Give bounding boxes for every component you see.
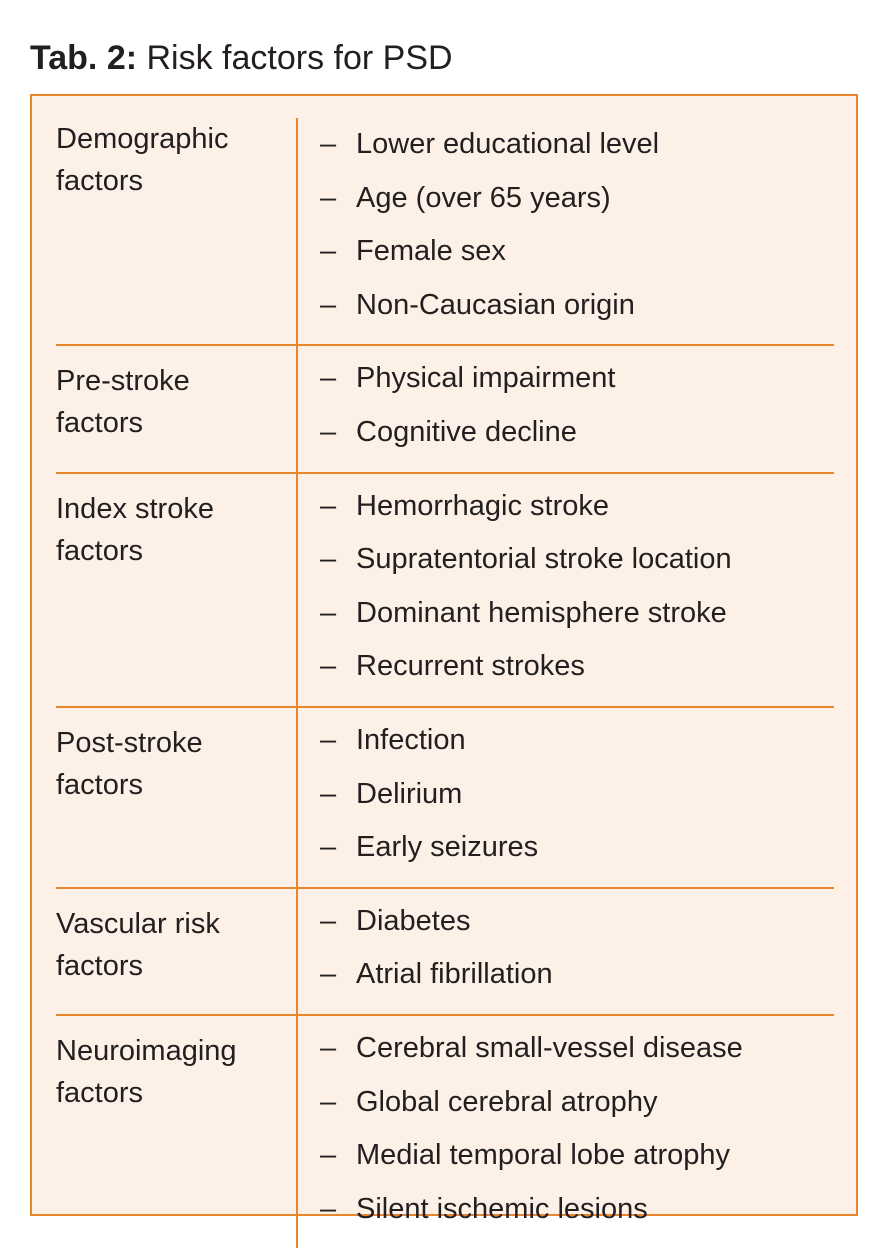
factor-text: Recurrent strokes bbox=[356, 650, 585, 683]
risk-factors-table bbox=[30, 94, 858, 1225]
list-item bbox=[320, 1076, 834, 1130]
dash-bullet: – bbox=[320, 362, 337, 395]
table-row bbox=[56, 118, 834, 346]
factor-text: Non-Caucasian origin bbox=[356, 288, 635, 321]
dash-bullet: – bbox=[320, 904, 337, 937]
factor-text: Diabetes bbox=[356, 904, 471, 937]
dash-bullet: – bbox=[320, 235, 337, 268]
category-label: Pre-stroke factors bbox=[56, 346, 298, 471]
factor-text: Atrial fibrillation bbox=[356, 958, 553, 991]
dash-bullet: – bbox=[320, 1085, 337, 1118]
dash-bullet: – bbox=[320, 1192, 337, 1225]
category-label: Vascular risk factors bbox=[56, 889, 298, 1014]
factor-text: Physical impairment bbox=[356, 362, 616, 395]
factor-list bbox=[298, 889, 834, 1014]
list-item bbox=[320, 406, 834, 460]
dash-bullet: – bbox=[320, 543, 337, 576]
dash-bullet: – bbox=[320, 181, 337, 214]
dash-bullet: – bbox=[320, 831, 337, 864]
factor-text: Cognitive decline bbox=[356, 415, 577, 448]
list-item bbox=[320, 225, 834, 279]
dash-bullet: – bbox=[320, 723, 337, 756]
caption-label: Tab. 2: bbox=[30, 39, 138, 77]
category-label: Post-stroke factors bbox=[56, 708, 298, 887]
factor-text: Global cerebral atrophy bbox=[356, 1085, 658, 1118]
factor-text: Delirium bbox=[356, 777, 463, 810]
table-row bbox=[56, 474, 834, 708]
list-item bbox=[320, 768, 834, 822]
caption-text: Risk factors for PSD bbox=[137, 39, 453, 77]
dash-bullet: – bbox=[320, 596, 337, 629]
factor-text: Age (over 65 years) bbox=[356, 181, 611, 214]
factor-text: Dominant hemisphere stroke bbox=[356, 596, 727, 629]
table-row bbox=[56, 346, 834, 473]
factor-text: Lower educational level bbox=[356, 128, 660, 160]
list-item bbox=[320, 118, 834, 172]
list-item bbox=[320, 587, 834, 641]
list-item bbox=[320, 1129, 834, 1183]
dash-bullet: – bbox=[320, 1031, 337, 1064]
table-row bbox=[56, 708, 834, 889]
table-row bbox=[56, 1016, 834, 1248]
dash-bullet: – bbox=[320, 777, 337, 810]
list-item bbox=[320, 948, 834, 1002]
list-item bbox=[320, 1022, 834, 1076]
table-caption bbox=[30, 38, 453, 78]
dash-bullet: – bbox=[320, 415, 337, 448]
list-item bbox=[320, 821, 834, 875]
dash-bullet: – bbox=[320, 128, 337, 160]
factor-list bbox=[298, 118, 834, 344]
list-item bbox=[320, 714, 834, 768]
list-item bbox=[320, 279, 834, 333]
factor-text: Infection bbox=[356, 723, 466, 756]
factor-text: Medial temporal lobe atrophy bbox=[356, 1139, 730, 1172]
list-item bbox=[320, 480, 834, 534]
dash-bullet: – bbox=[320, 650, 337, 683]
table-row bbox=[56, 889, 834, 1016]
factor-text: Early seizures bbox=[356, 831, 539, 864]
factor-list bbox=[298, 346, 834, 471]
factor-text: Female sex bbox=[356, 235, 506, 268]
factor-text: Hemorrhagic stroke bbox=[356, 489, 610, 522]
dash-bullet: – bbox=[320, 1139, 337, 1172]
list-item bbox=[320, 533, 834, 587]
factor-text: Silent ischemic lesions bbox=[356, 1192, 648, 1225]
table-body bbox=[56, 118, 834, 1248]
factor-text: Supratentorial stroke location bbox=[356, 543, 732, 576]
category-label: Index stroke factors bbox=[56, 474, 298, 706]
dash-bullet: – bbox=[320, 489, 337, 522]
factor-list bbox=[298, 1016, 834, 1248]
dash-bullet: – bbox=[320, 958, 337, 991]
factor-text: Cerebral small-vessel disease bbox=[356, 1031, 743, 1064]
list-item bbox=[320, 352, 834, 406]
list-item bbox=[320, 895, 834, 949]
factor-list bbox=[298, 474, 834, 706]
category-label: Demographic factors bbox=[56, 118, 298, 344]
list-item bbox=[320, 172, 834, 226]
dash-bullet: – bbox=[320, 288, 337, 321]
category-label: Neuroimaging factors bbox=[56, 1016, 298, 1248]
list-item bbox=[320, 1183, 834, 1237]
factor-list bbox=[298, 708, 834, 887]
list-item bbox=[320, 640, 834, 694]
